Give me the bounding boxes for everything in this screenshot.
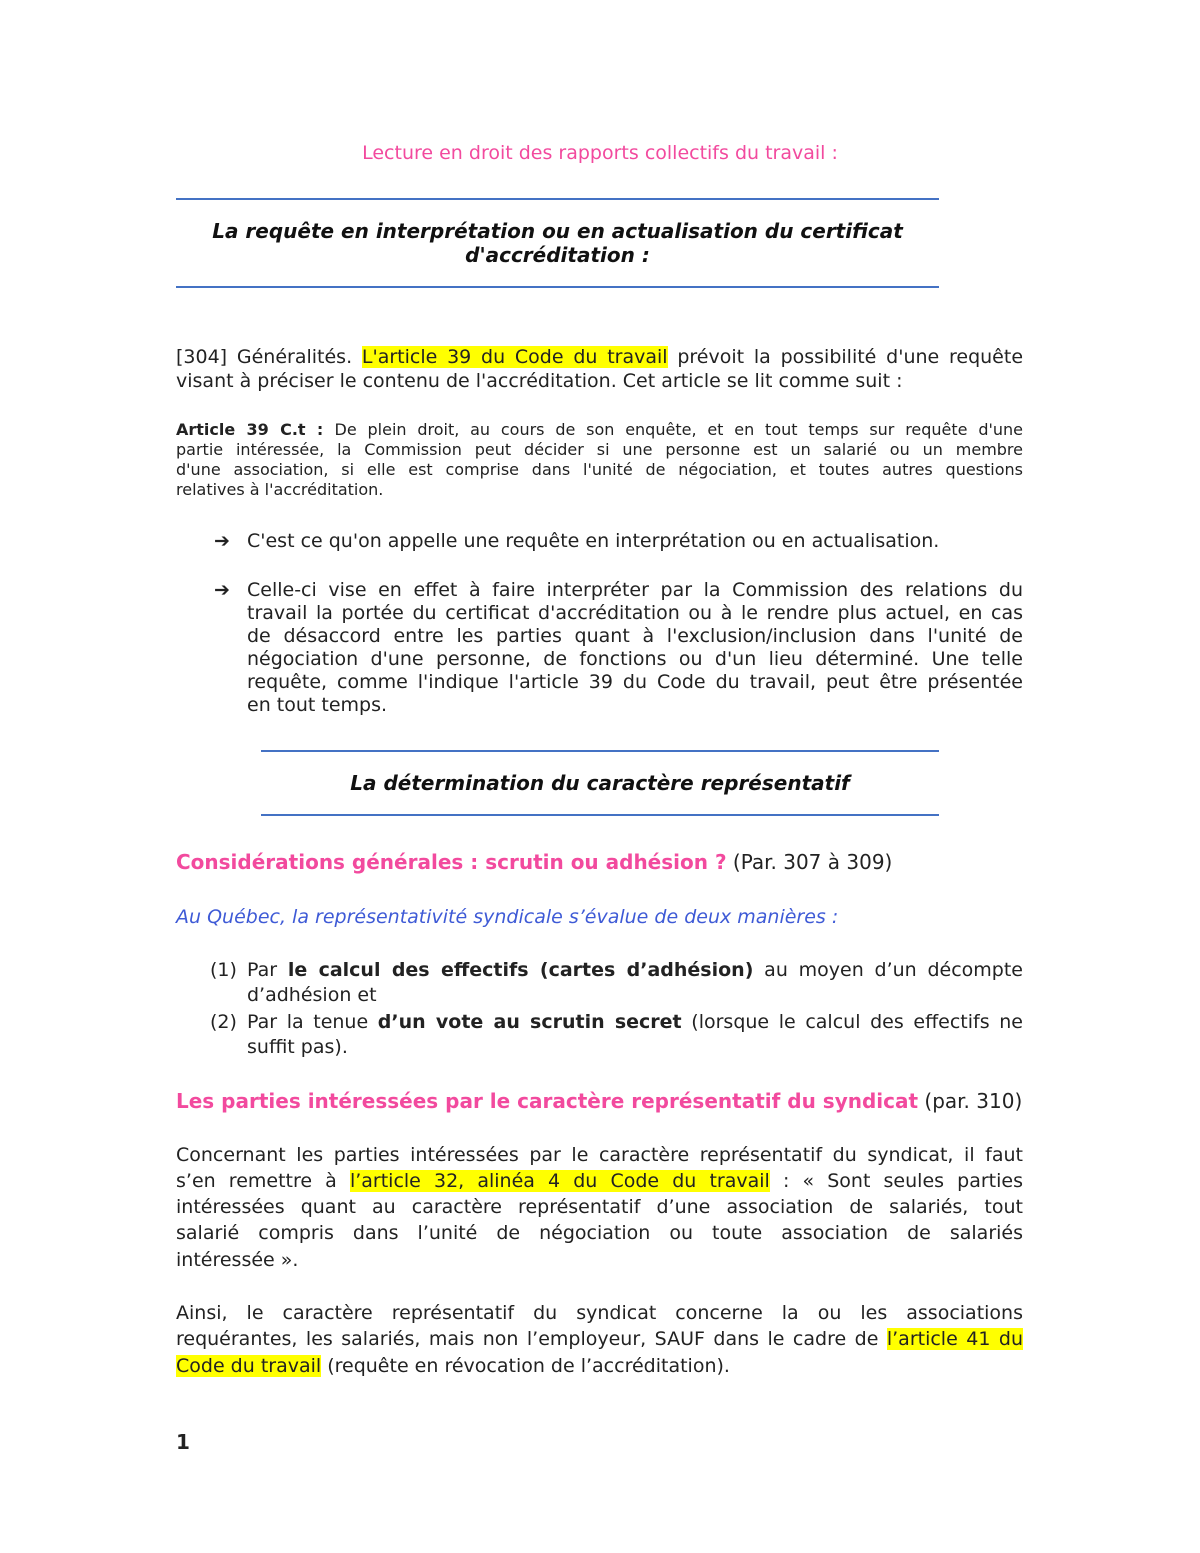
bullet-1: C'est ce qu'on appelle une requête en interprétation ou en actualisation. <box>247 530 940 552</box>
para-parties-line5: intéressée ». <box>176 1249 299 1271</box>
page-number: 1 <box>176 1430 190 1454</box>
article-39-label: Article 39 C.t : <box>176 420 335 439</box>
bullet-2-line: négociation d'une personne, de fonctions ou d'un lieu déterminé. Une telle <box>247 648 1023 670</box>
para-parties-line3: intéressées quant au caractère représentatif d’une association de salariés, tout <box>176 1196 1023 1218</box>
section1-heading: La requête en interprétation ou en actualisation du certificat d'accréditation : <box>212 219 903 267</box>
article-39-line4: relatives à l'accréditation. <box>176 480 384 499</box>
page-title: Lecture en droit des rapports collectifs du travail : <box>362 142 838 164</box>
heading-bottom-rule <box>261 814 939 816</box>
bullet-2-line: en tout temps. <box>247 694 388 716</box>
heading-top-rule <box>261 750 939 752</box>
list-item-1: Par le calcul des effectifs (cartes d’adhésion) au moyen d’un décompte <box>247 959 1023 981</box>
para-ainsi-line3: Code du travail (requête en révocation de l’accréditation). <box>176 1355 730 1377</box>
bullet-2-line: de désaccord entre les parties quant à l'exclusion/inclusion dans l'unité de <box>247 625 1023 647</box>
article-39-line3: d'une association, si elle est comprise dans l'unité de négociation, et toutes autres questions <box>176 460 1023 479</box>
bullet-2-line: Celle-ci vise en effet à faire interpréter par la Commission des relations du <box>247 579 1023 601</box>
article-39-line2: partie intéressée, la Commission peut décider si une personne est un salarié ou un membre <box>176 440 1023 459</box>
heading-top-rule <box>176 198 939 200</box>
highlight-article-41-cont: Code du travail <box>176 1355 322 1377</box>
para-ainsi-line1: Ainsi, le caractère représentatif du syndicat concerne la ou les associations <box>176 1302 1023 1324</box>
intro-text: Au Québec, la représentativité syndicale s’évalue de deux manières : <box>176 906 839 928</box>
subheading-considerations: Considérations générales : scrutin ou adhésion ? (Par. 307 à 309) <box>176 850 893 874</box>
section2-heading: La détermination du caractère représentatif <box>350 771 850 795</box>
list-item-2-line2: suffit pas). <box>247 1036 348 1058</box>
para-parties-line2: s’en remettre à l’article 32, alinéa 4 du Code du travail : « Sont seules parties <box>176 1170 1023 1192</box>
highlight-article-32: l’article 32, alinéa 4 du Code du travail <box>349 1170 770 1192</box>
list-number: (1) <box>210 959 237 981</box>
para-parties-line1: Concernant les parties intéressées par le caractère représentatif du syndicat, il faut <box>176 1144 1023 1166</box>
arrow-icon: ➔ <box>214 579 230 601</box>
arrow-icon: ➔ <box>214 530 230 552</box>
bullet-2-line: requête, comme l'indique l'article 39 du Code du travail, peut être présentée <box>247 671 1023 693</box>
para-parties-line4: salarié compris dans l’unité de négociation ou toute association de salariés <box>176 1222 1023 1244</box>
highlight-article-41: l’article 41 du <box>886 1328 1023 1350</box>
list-item-2: Par la tenue d’un vote au scrutin secret (lorsque le calcul des effectifs ne <box>247 1011 1023 1033</box>
bullet-2-line: travail la portée du certificat d'accréditation ou à le rendre plus actuel, en cas <box>247 602 1023 624</box>
para-ainsi-line2: requérantes, les salariés, mais non l’employeur, SAUF dans le cadre de l’article 41 du <box>176 1328 1023 1350</box>
highlight-article-39: L'article 39 du Code du travail <box>361 346 668 368</box>
heading-bottom-rule <box>176 286 939 288</box>
list-item-1-line2: d’adhésion et <box>247 984 377 1006</box>
article-39-line1: Article 39 C.t : De plein droit, au cours de son enquête, et en tout temps sur requête d'une <box>176 420 1024 439</box>
list-number: (2) <box>210 1011 237 1033</box>
para-304-line1: [304] Généralités. L'article 39 du Code du travail prévoit la possibilité d'une requête <box>176 346 1024 368</box>
subheading-parties: Les parties intéressées par le caractère représentatif du syndicat (par. 310) <box>176 1089 1023 1113</box>
para-304-line2: visant à préciser le contenu de l'accréditation. Cet article se lit comme suit : <box>176 370 903 392</box>
